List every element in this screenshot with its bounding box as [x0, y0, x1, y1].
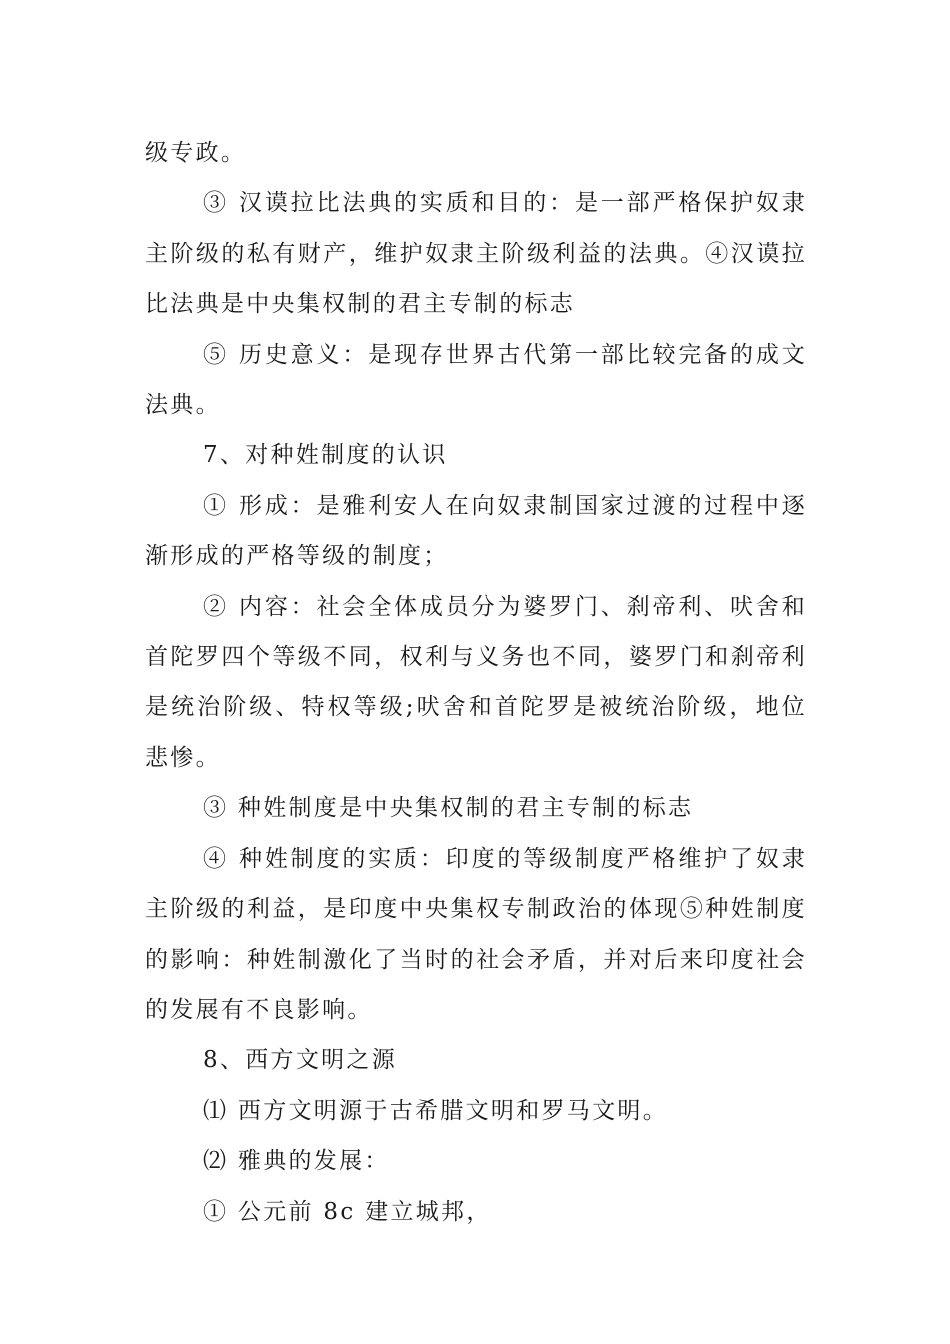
document-body	[145, 128, 807, 1237]
paragraph-caste-essence: ④ 种姓制度的实质：印度的等级制度严格维护了奴隶主阶级的利益，是印度中央集权专制政治的体现⑤种姓制度的影响：种姓制激化了当时的社会矛盾，并对后来印度社会的发展有不良影响。	[145, 845, 807, 1023]
paragraph-caste-symbol: ③ 种姓制度是中央集权制的君主专制的标志	[203, 795, 694, 822]
paragraph-western-origin: ⑴ 西方文明源于古希腊文明和罗马文明。	[203, 1097, 669, 1124]
paragraph-caste-formation: ① 形成：是雅利安人在向奴隶制国家过渡的过程中逐渐形成的严格等级的制度；	[145, 492, 807, 570]
paragraph-continuation: 级专政。	[145, 140, 247, 166]
heading-caste-system: 7、对种姓制度的认识	[203, 442, 448, 469]
heading-western-civilization: 8、西方文明之源	[203, 1047, 398, 1074]
paragraph-athens-city-state: ① 公元前 8c 建立城邦，	[203, 1198, 492, 1225]
paragraph-caste-content: ② 内容：社会全体成员分为婆罗门、刹帝利、吠舍和首陀罗四个等级不同，权利与义务也不同，婆罗门和刹帝利是统治阶级、特权等级;吠舍和首陀罗是被统治阶级，地位悲惨。	[145, 593, 807, 771]
paragraph-hammurabi-nature: ③ 汉谟拉比法典的实质和目的：是一部严格保护奴隶主阶级的私有财产，维护奴隶主阶级利益的法典。④汉谟拉比法典是中央集权制的君主专制的标志	[145, 190, 807, 318]
paragraph-athens-development: ⑵ 雅典的发展：	[203, 1148, 390, 1175]
paragraph-hammurabi-significance: ⑤ 历史意义：是现存世界古代第一部比较完备的成文法典。	[145, 341, 807, 419]
